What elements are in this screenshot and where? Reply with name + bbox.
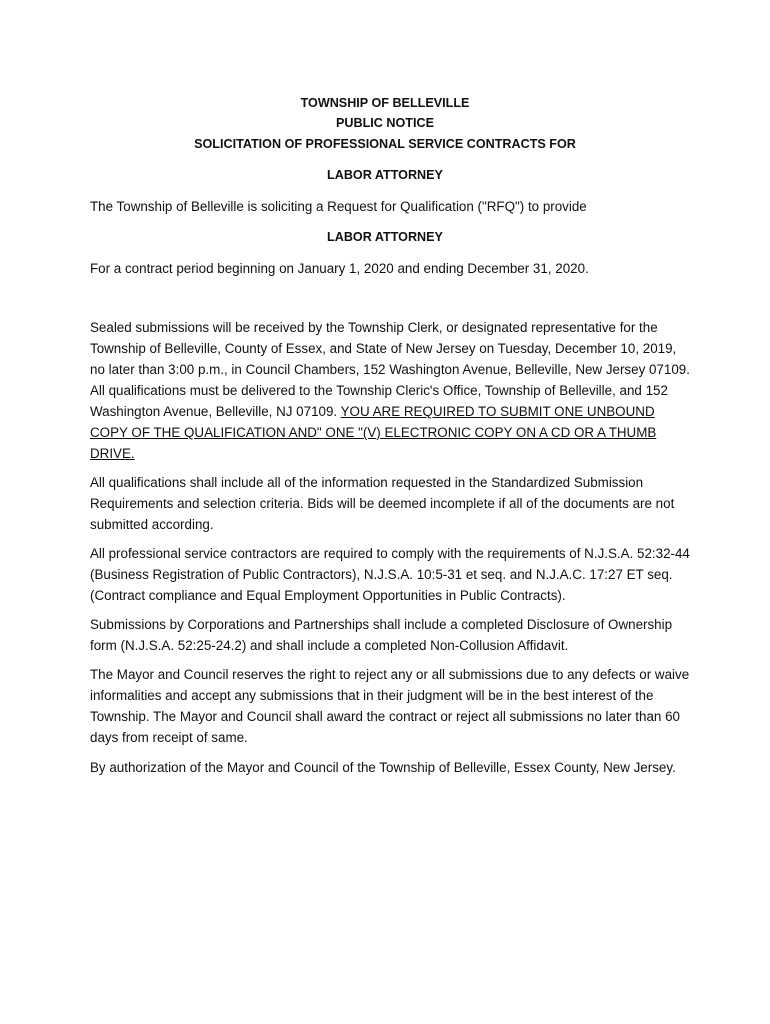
rights-paragraph: The Mayor and Council reserves the right to reject any or all submissions due to any defects or waive informalities and accept any submissions that in their judgment will be in the best interest of the Township. The Mayor and Council shall award the contract or reject all submissions no later than 60 days from receipt of same. [90,667,690,745]
submission-paragraph [90,317,690,464]
required-notice: YOU ARE REQUIRED TO SUBMIT ONE UNBOUND COPY OF THE QUALIFICATION AND" ONE "(V) ELECTRONIC COPY ON A CD OR A THUMB DRIVE. [90,404,657,461]
compliance-paragraph: All professional service contractors are required to comply with the requirements of N.J.S.A. 52:32-44 (Business Registration of Public Contractors), N.J.S.A. 10:5-31 et seq. and N.J.A.C. 17:27 ET seq. (Contract compliance and Equal Employment Opportunities in Public Contracts). [90,546,690,603]
position-heading-repeat: LABOR ATTORNEY [327,230,443,244]
disclosure-paragraph: Submissions by Corporations and Partnerships shall include a completed Disclosure of Ownership form (N.J.S.A. 52:25-24.2) and shall include a completed Non-Collusion Affidavit. [90,617,673,653]
submission-text: Sealed submissions will be received by the Township Clerk, or designated representative for the Township of Belleville, County of Essex, and State of New Jersey on Tuesday, December 10, 2019, no later than 3:00 p.m., in Council Chambers, 152 Washington Avenue, Belleville, New Jersey 07109. All qualifications must be delivered to the Township Cleric's Office, Township of Belleville, and 152 Washington Avenue, Belleville, NJ 07109. [90,320,690,419]
solicitation-heading: SOLICITATION OF PROFESSIONAL SERVICE CONTRACTS FOR [194,137,576,151]
authorization-paragraph: By authorization of the Mayor and Council of the Township of Belleville, Essex County, New Jersey. [90,760,676,775]
contract-period-paragraph: For a contract period beginning on January 1, 2020 and ending December 31, 2020. [90,261,589,276]
intro-paragraph: The Township of Belleville is soliciting a Request for Qualification ("RFQ") to provide [90,199,587,214]
notice-heading: PUBLIC NOTICE [336,116,434,130]
township-heading: TOWNSHIP OF BELLEVILLE [300,96,470,110]
position-heading: LABOR ATTORNEY [327,168,443,182]
requirements-paragraph: All qualifications shall include all of the information requested in the Standardized Submission Requirements and selection criteria. Bids will be deemed incomplete if all of the documents are not submitted according. [90,475,675,532]
